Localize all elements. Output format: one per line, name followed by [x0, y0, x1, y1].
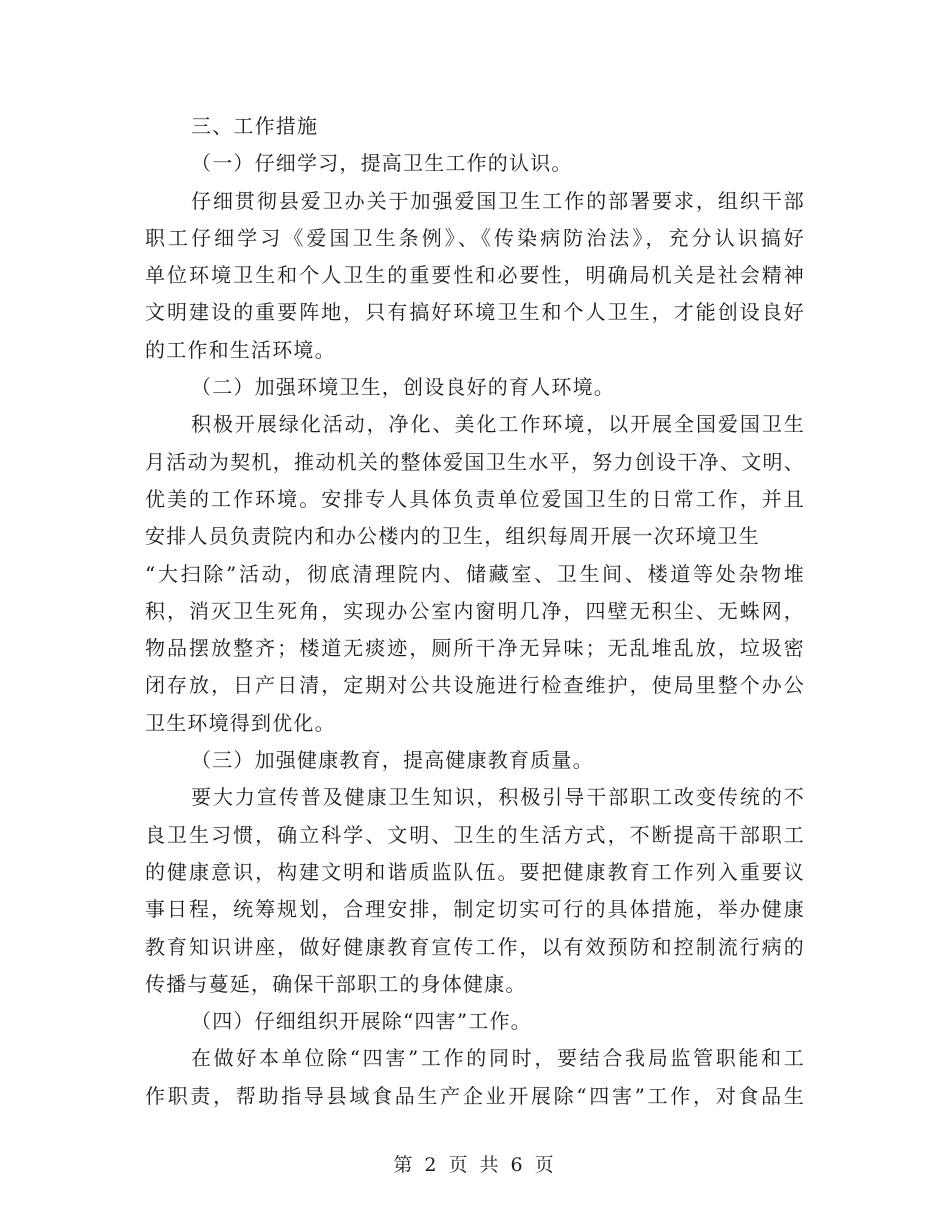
paragraph-1-line-3: 单位环境卫生和个人卫生的重要性和必要性，明确局机关是社会精神 [145, 263, 805, 288]
section-heading: 三、工作措施 [191, 114, 319, 138]
paragraph-3-line-1: 要大力宣传普及健康卫生知识，积极引导干部职工改变传统的不 [191, 785, 805, 810]
subsection-heading-4: （四）仔细组织开展除“四害”工作。 [191, 1009, 532, 1034]
subsection-heading-2: （二）加强环境卫生，创设良好的育人环境。 [191, 375, 615, 400]
paragraph-2-line-1: 积极开展绿化活动，净化、美化工作环境，以开展全国爱国卫生 [191, 412, 805, 437]
paragraph-2-line-7: 物品摆放整齐；楼道无痰迹，厕所干净无异味；无乱堆乱放，垃圾密 [145, 636, 805, 661]
paragraph-2-line-8: 闭存放，日产日清，定期对公共设施进行检查维护，使局里整个办公 [145, 673, 805, 698]
subsection-heading-3: （三）加强健康教育，提高健康教育质量。 [191, 748, 594, 773]
paragraph-4-line-2: 作职责，帮助指导县域食品生产企业开展除“四害”工作，对食品生 [145, 1083, 805, 1108]
paragraph-2-line-9: 卫生环境得到优化。 [145, 710, 336, 735]
paragraph-3-line-6: 传播与蔓延，确保干部职工的身体健康。 [145, 971, 527, 996]
paragraph-2-line-3: 优美的工作环境。安排专人具体负责单位爱国卫生的日常工作，并且 [145, 486, 805, 511]
paragraph-1-line-5: 的工作和生活环境。 [145, 337, 336, 362]
paragraph-1-line-1: 仔细贯彻县爱卫办关于加强爱国卫生工作的部署要求，组织干部 [191, 188, 805, 213]
page-number-footer: 第 2 页 共 6 页 [393, 1154, 557, 1176]
paragraph-3-line-4: 事日程，统筹规划，合理安排，制定切实可行的具体措施，举办健康 [145, 897, 805, 922]
subsection-heading-1: （一）仔细学习，提高卫生工作的认识。 [191, 151, 573, 176]
paragraph-2-line-5: “大扫除”活动，彻底清理院内、储藏室、卫生间、楼道等处杂物堆 [145, 561, 805, 586]
paragraph-1-line-4: 文明建设的重要阵地，只有搞好环境卫生和个人卫生，才能创设良好 [145, 300, 805, 325]
paragraph-1-line-2: 职工仔细学习《爱国卫生条例》、《传染病防治法》，充分认识搞好 [145, 225, 805, 250]
paragraph-2-line-4: 安排人员负责院内和办公楼内的卫生，组织每周开展一次环境卫生 [145, 524, 760, 549]
paragraph-2-line-2: 月活动为契机，推动机关的整体爱国卫生水平，努力创设干净、文明、 [145, 449, 805, 474]
paragraph-3-line-2: 良卫生习惯，确立科学、文明、卫生的生活方式，不断提高干部职工 [145, 822, 805, 847]
document-body [145, 108, 805, 1115]
paragraph-3-line-3: 的健康意识，构建文明和谐质监队伍。要把健康教育工作列入重要议 [145, 859, 805, 884]
paragraph-2-line-6: 积，消灭卫生死角，实现办公室内窗明几净，四壁无积尘、无蛛网， [145, 598, 805, 623]
paragraph-4-line-1: 在做好本单位除“四害”工作的同时，要结合我局监管职能和工 [191, 1046, 805, 1071]
paragraph-3-line-5: 教育知识讲座，做好健康教育宣传工作，以有效预防和控制流行病的 [145, 934, 805, 959]
